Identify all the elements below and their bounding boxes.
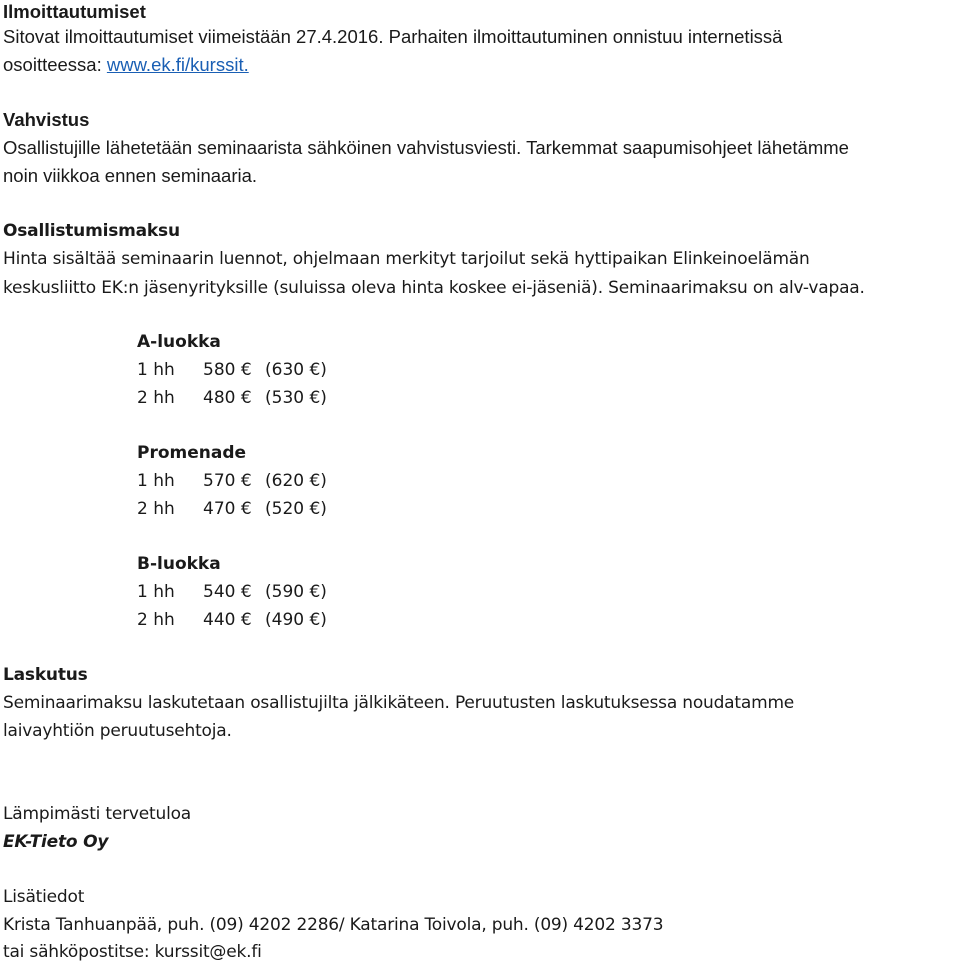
price-nonmember: (490 €) (265, 610, 327, 630)
price-member: 440 € (203, 610, 252, 630)
price-member: 480 € (203, 388, 252, 408)
registration-text-prefix: osoitteessa: (3, 54, 107, 75)
price-persons: 1 hh (137, 582, 175, 602)
price-member: 540 € (203, 582, 252, 602)
billing-text-line-1: Seminaarimaksu laskutetaan osallistujilta jälkikäteen. Peruutusten laskutuksessa noudatamme (3, 693, 795, 713)
registration-heading: Ilmoittautumiset (3, 1, 146, 22)
price-class-heading: A-luokka (137, 332, 221, 352)
price-member: 580 € (203, 360, 252, 380)
price-persons: 2 hh (137, 388, 175, 408)
fee-text-line-1: Hinta sisältää seminaarin luennot, ohjelmaan merkityt tarjoilut sekä hyttipaikan Elinkeinoelämän (3, 249, 810, 269)
price-class-heading: Promenade (137, 443, 247, 463)
price-class-heading: B-luokka (137, 554, 221, 574)
info-contacts: Krista Tanhuanpää, puh. (09) 4202 2286/ Katarina Toivola, puh. (09) 4202 3373 (3, 915, 664, 935)
price-nonmember: (530 €) (265, 388, 327, 408)
confirmation-text-line-1: Osallistujille lähetetään seminaarista sähköinen vahvistusviesti. Tarkemmat saapumisohjeet lähetämme (3, 137, 849, 158)
price-persons: 2 hh (137, 499, 175, 519)
info-heading: Lisätiedot (3, 887, 85, 907)
price-nonmember: (620 €) (265, 471, 327, 491)
info-email: tai sähköpostitse: kurssit@ek.fi (3, 942, 262, 962)
fee-text-line-2: keskusliitto EK:n jäsenyrityksille (suluissa oleva hinta koskee ei-jäseniä). Seminaarimaksu on alv-vapaa. (3, 278, 865, 298)
confirmation-text-line-2: noin viikkoa ennen seminaaria. (3, 165, 258, 186)
registration-link[interactable]: www.ek.fi/kurssit. (106, 54, 249, 75)
price-nonmember: (590 €) (265, 582, 327, 602)
confirmation-heading: Vahvistus (3, 109, 90, 130)
closing-greeting: Lämpimästi tervetuloa (3, 804, 192, 824)
billing-heading: Laskutus (3, 665, 88, 685)
fee-heading: Osallistumismaksu (3, 221, 180, 241)
registration-text-line-1: Sitovat ilmoittautumiset viimeistään 27.4.2016. Parhaiten ilmoittautuminen onnistuu internetissä (3, 26, 783, 47)
price-persons: 1 hh (137, 471, 175, 491)
price-nonmember: (520 €) (265, 499, 327, 519)
closing-company: EK-Tieto Oy (3, 832, 109, 852)
price-nonmember: (630 €) (265, 360, 327, 380)
price-member: 470 € (203, 499, 252, 519)
registration-text-line-2 (3, 53, 249, 77)
billing-text-line-2: laivayhtiön peruutusehtoja. (3, 721, 232, 741)
price-member: 570 € (203, 471, 252, 491)
price-persons: 1 hh (137, 360, 175, 380)
price-persons: 2 hh (137, 610, 175, 630)
